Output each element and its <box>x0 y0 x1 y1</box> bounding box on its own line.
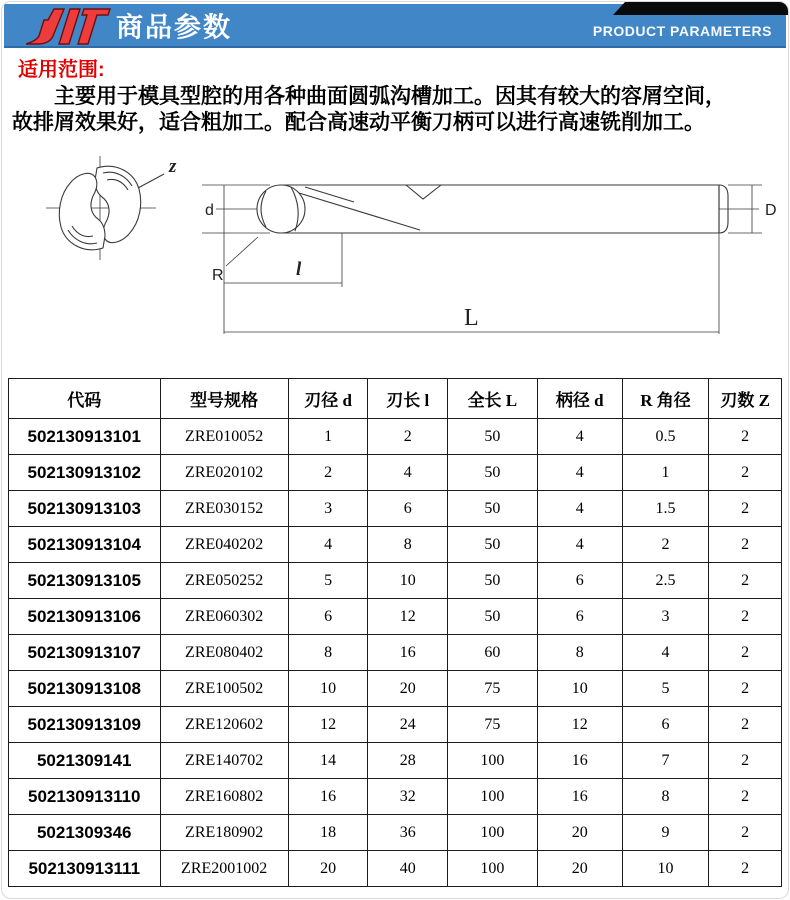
table-cell: 1 <box>288 419 368 455</box>
table-cell: 4 <box>537 455 622 491</box>
table-cell: ZRE180902 <box>160 815 288 851</box>
table-cell: ZRE140702 <box>160 743 288 779</box>
table-cell: 2 <box>622 527 709 563</box>
table-cell: 8 <box>288 635 368 671</box>
table-cell: ZRE060302 <box>160 599 288 635</box>
tool-end-view <box>46 156 177 260</box>
table-row <box>9 527 782 563</box>
brand-logo-icon <box>20 6 112 46</box>
table-row <box>9 419 782 455</box>
table-cell: 2 <box>709 743 782 779</box>
table-cell: 6 <box>537 563 622 599</box>
table-cell: 20 <box>537 815 622 851</box>
table-cell: 40 <box>368 851 448 887</box>
table-row <box>9 491 782 527</box>
table-cell: 2 <box>368 419 448 455</box>
table-cell: 502130913110 <box>9 779 161 815</box>
table-cell: 3 <box>622 599 709 635</box>
table-row <box>9 671 782 707</box>
table-cell: 502130913102 <box>9 455 161 491</box>
tool-side-view <box>202 185 777 334</box>
table-cell: 100 <box>448 815 538 851</box>
column-header-cut-diameter: 刃径 d <box>288 379 368 419</box>
intro-line-2: 故排屑效果好，适合粗加工。配合高速动平衡刀柄可以进行高速铣削加工。 <box>12 111 705 134</box>
flutes-label: z <box>169 156 177 177</box>
corner-radius-label: R <box>212 267 224 284</box>
table-cell: ZRE010052 <box>160 419 288 455</box>
table-cell: 8 <box>368 527 448 563</box>
table-row <box>9 599 782 635</box>
table-cell: 50 <box>448 455 538 491</box>
table-cell: ZRE080402 <box>160 635 288 671</box>
cut-diameter-label: d <box>205 202 214 219</box>
table-cell: 5 <box>622 671 709 707</box>
table-cell: 28 <box>368 743 448 779</box>
column-header-model: 型号规格 <box>160 379 288 419</box>
table-cell: 2 <box>709 851 782 887</box>
table-cell: 32 <box>368 779 448 815</box>
top-black-band <box>613 2 788 15</box>
table-cell: 2 <box>288 455 368 491</box>
table-header-row <box>9 379 782 419</box>
table-cell: 100 <box>448 779 538 815</box>
tool-diagram <box>2 142 789 352</box>
column-header-overall-length: 全长 L <box>448 379 538 419</box>
table-cell: 18 <box>288 815 368 851</box>
table-cell: 12 <box>288 707 368 743</box>
table-cell: 50 <box>448 527 538 563</box>
table-cell: 502130913107 <box>9 635 161 671</box>
table-cell: 5 <box>288 563 368 599</box>
flute-length-label: l <box>296 259 302 280</box>
table-cell: ZRE020102 <box>160 455 288 491</box>
table-cell: 8 <box>537 635 622 671</box>
table-cell: 100 <box>448 851 538 887</box>
table-cell: 4 <box>288 527 368 563</box>
table-cell: ZRE2001002 <box>160 851 288 887</box>
table-cell: 502130913103 <box>9 491 161 527</box>
table-cell: 60 <box>448 635 538 671</box>
table-cell: 502130913101 <box>9 419 161 455</box>
table-cell: 4 <box>537 491 622 527</box>
table-cell: ZRE030152 <box>160 491 288 527</box>
table-cell: 8 <box>622 779 709 815</box>
table-cell: 10 <box>368 563 448 599</box>
table-cell: 20 <box>288 851 368 887</box>
applicable-range-label: 适用范围: <box>18 59 105 81</box>
table-cell: 9 <box>622 815 709 851</box>
table-cell: 20 <box>537 851 622 887</box>
table-cell: 16 <box>537 743 622 779</box>
table-cell: 2.5 <box>622 563 709 599</box>
table-cell: 2 <box>709 599 782 635</box>
table-cell: 4 <box>368 455 448 491</box>
table-cell: 2 <box>709 455 782 491</box>
table-cell: 12 <box>537 707 622 743</box>
table-cell: 2 <box>709 707 782 743</box>
table-cell: 24 <box>368 707 448 743</box>
table-cell: 50 <box>448 491 538 527</box>
table-cell: 5021309346 <box>9 815 161 851</box>
table-cell: 16 <box>368 635 448 671</box>
table-cell: 502130913111 <box>9 851 161 887</box>
table-cell: ZRE160802 <box>160 779 288 815</box>
table-cell: 4 <box>537 527 622 563</box>
table-cell: 10 <box>288 671 368 707</box>
table-cell: 7 <box>622 743 709 779</box>
table-cell: 6 <box>537 599 622 635</box>
table-cell: 16 <box>537 779 622 815</box>
column-header-shank-diameter: 柄径 d <box>537 379 622 419</box>
table-cell: 2 <box>709 491 782 527</box>
table-row <box>9 563 782 599</box>
table-cell: 50 <box>448 419 538 455</box>
table-cell: ZRE100502 <box>160 671 288 707</box>
table-cell: 502130913105 <box>9 563 161 599</box>
table-cell: 50 <box>448 563 538 599</box>
table-row <box>9 707 782 743</box>
table-cell: 1.5 <box>622 491 709 527</box>
table-cell: 75 <box>448 707 538 743</box>
table-row <box>9 851 782 887</box>
column-header-flute-count: 刃数 Z <box>709 379 782 419</box>
column-header-corner-radius: R 角径 <box>622 379 709 419</box>
shank-diameter-label: D <box>765 202 777 219</box>
column-header-code: 代码 <box>9 379 161 419</box>
overall-length-label: L <box>464 305 479 331</box>
column-header-flute-length: 刃长 l <box>368 379 448 419</box>
table-cell: 10 <box>622 851 709 887</box>
table-cell: 2 <box>709 419 782 455</box>
table-cell: 6 <box>368 491 448 527</box>
table-cell: 5021309141 <box>9 743 161 779</box>
table-cell: 12 <box>368 599 448 635</box>
table-cell: ZRE120602 <box>160 707 288 743</box>
intro-line-1: 主要用于模具型腔的用各种曲面圆弧沟槽加工。因其有较大的容屑空间， <box>54 85 726 108</box>
table-cell: ZRE050252 <box>160 563 288 599</box>
table-cell: 6 <box>622 707 709 743</box>
table-cell: 1 <box>622 455 709 491</box>
table-cell: 4 <box>622 635 709 671</box>
table-cell: ZRE040202 <box>160 527 288 563</box>
table-cell: 10 <box>537 671 622 707</box>
page-subtitle: PRODUCT PARAMETERS <box>592 23 772 39</box>
table-cell: 2 <box>709 815 782 851</box>
table-cell: 50 <box>448 599 538 635</box>
page-root <box>1 1 789 899</box>
table-cell: 3 <box>288 491 368 527</box>
table-row <box>9 635 782 671</box>
table-cell: 100 <box>448 743 538 779</box>
table-cell: 0.5 <box>622 419 709 455</box>
table-cell: 2 <box>709 527 782 563</box>
table-cell: 502130913104 <box>9 527 161 563</box>
table-cell: 14 <box>288 743 368 779</box>
table-row <box>9 815 782 851</box>
applicable-range-text <box>12 84 780 136</box>
table-cell: 6 <box>288 599 368 635</box>
table-row <box>9 779 782 815</box>
table-cell: 36 <box>368 815 448 851</box>
parameters-table <box>8 378 782 887</box>
table-cell: 2 <box>709 635 782 671</box>
table-row <box>9 743 782 779</box>
table-cell: 20 <box>368 671 448 707</box>
table-cell: 502130913109 <box>9 707 161 743</box>
table-body <box>9 419 782 887</box>
table-cell: 502130913108 <box>9 671 161 707</box>
page-title: 商品参数 <box>116 12 232 43</box>
table-cell: 2 <box>709 563 782 599</box>
table-row <box>9 455 782 491</box>
table-cell: 75 <box>448 671 538 707</box>
table-cell: 16 <box>288 779 368 815</box>
table-cell: 2 <box>709 779 782 815</box>
table-cell: 2 <box>709 671 782 707</box>
table-cell: 4 <box>537 419 622 455</box>
table-cell: 502130913106 <box>9 599 161 635</box>
